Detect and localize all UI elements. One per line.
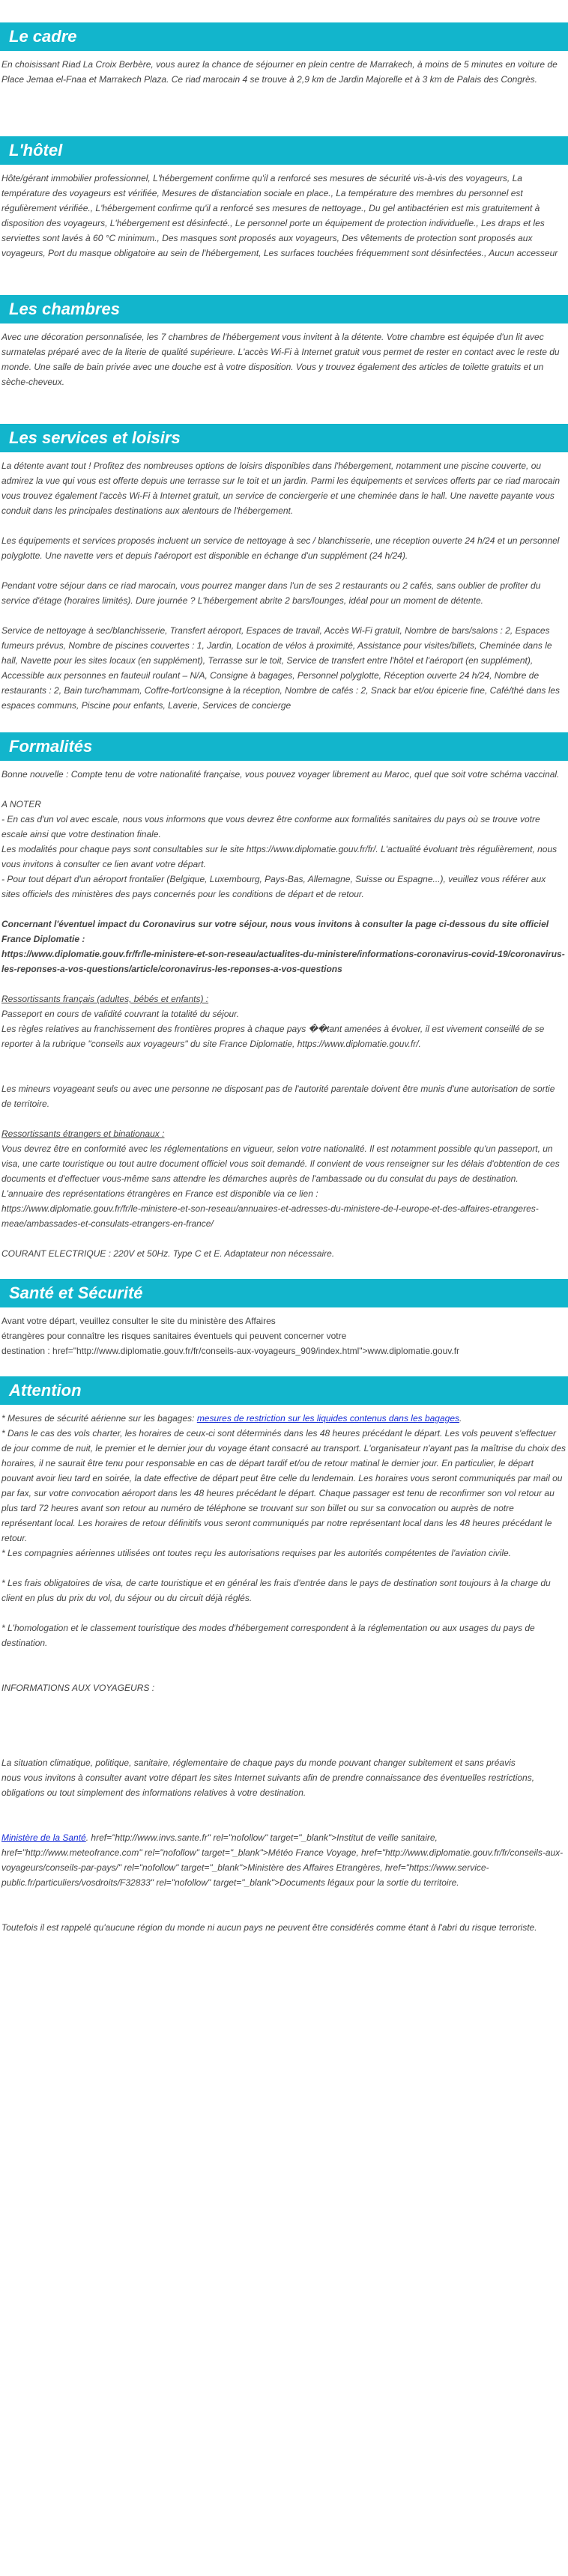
section-body-cadre [0, 51, 568, 87]
attention-p5: * L'homologation et le classement touristique des modes d'hébergement correspondent à la réglementation ou aux usages du pays de destination. [1, 1623, 535, 1648]
section-header-sante: Santé et Sécurité [0, 1279, 568, 1307]
info-2: nous vous invitons à consulter avant votre départ les sites Internet suivants afin de prendre connaissance des éventuelles restrictions, obligations ou tout simplement des informations relatives à votre destination. [1, 1772, 535, 1798]
fr-3: Les mineurs voyageant seuls ou avec une personne ne disposant pas de l'autorité parentale doivent être munis d'une autorisation de sortie de territoire. [1, 1084, 555, 1109]
info-1: La situation climatique, politique, sanitaire, réglementaire de chaque pays du monde pouvant changer subitement et sans préavis [1, 1758, 516, 1768]
section-body-hotel [0, 165, 568, 261]
attention-p4: * Les frais obligatoires de visa, de carte touristique et en général les frais d'entrée dans le pays de destination sont toujours à la charge du client en plus du prix du vol, du séjour ou du circuit déjà réglés. [1, 1578, 551, 1603]
sante-l2: étrangères pour connaître les risques sanitaires éventuels qui peuvent concerner votre [1, 1331, 347, 1341]
attention-p1-suffix: . [459, 1413, 462, 1424]
section-body-services [0, 452, 568, 713]
fr-1: Passeport en cours de validité couvrant la totalité du séjour. [1, 1009, 240, 1019]
attention-p2: * Dans le cas des vols charter, les horaires de ceux-ci sont déterminés dans les 48 heures précédant le départ. Les vols peuvent s'effectuer de jour comme de nuit, le premier et le dernier jour du voyage étant consacré au transport. L'organisateur n'ayant pas la maîtrise du choix des horaires, il ne saurait être tenu pour responsable en cas de départ tardif et/ou de retour matinal le dernier jour. En particulier, le départ pouvant avoir lieu tard en soirée, la date effective de départ peut être celle du lendemain. Les horaires vous seront communiqués par mail ou par fax, sur votre convocation aéroport dans les 48 heures précédant le départ. Chaque passager est tenu de reconfirmer son vol retour au plus tard 72 heures avant son retour au numéro de téléphone se trouvant sur son billet ou sur sa convocation ou auprès de notre représentant local. Les horaires de retour définitifs vous seront communiqués par notre représentant local dans les 48 heures précédant le retour. [1, 1428, 566, 1543]
attention-p3: * Les compagnies aériennes utilisées ont toutes reçu les autorisations requises par les autorités compétentes de l'aviation civile. [1, 1548, 511, 1558]
section-header-chambres: Les chambres [0, 295, 568, 323]
info-links[interactable]: . href="http://www.invs.sante.fr" rel="nofollow" target="_blank">Institut de veille sanitaire, href="http://www.meteofrance.com" rel="nofollow" target="_blank">Météo France Voyage, href="http://www.diplomatie.gouv.fr/fr/conseils-aux-voyageurs/conseils-par-pays/" rel="nofollow" target="_blank">Ministère des Affaires Etrangères, href="https://www.service-public.fr/particuliers/vosdroits/F32833" rel="nofollow" target="_blank">Documents légaux pour la sortie du territoire. [1, 1832, 564, 1888]
sante-l3[interactable]: destination : href="http://www.diplomatie.gouv.fr/fr/conseils-aux-voyageurs_909/index.html">www.diplomatie.gouv.fr [1, 1346, 460, 1356]
coronavirus-notice: Concernant l'éventuel impact du Coronavirus sur votre séjour, nous vous invitons à consulter la page ci-dessous du site officiel France Diplomatie : [1, 919, 549, 944]
cadre-text: En choisissant Riad La Croix Berbère, vous aurez la chance de séjourner en plein centre de Marrakech, à moins de 5 minutes en voiture de Place Jemaa el-Fnaa et Marrakech Plaza. Ce riad marocain 4 se trouve à 2,9 km de Jardin Majorelle et à 3 km de Palais des Congrès. [1, 59, 558, 85]
nota-1: - En cas d'un vol avec escale, nous vous informons que vous devrez être conforme aux formalités sanitaires du pays où se trouve votre escale ainsi que votre destination finale. [1, 814, 540, 839]
attention-p1-prefix: * Mesures de sécurité aérienne sur les bagages: [1, 1413, 197, 1424]
etr-2: L'annuaire des représentations étrangères en France est disponible via ce lien : [1, 1188, 318, 1199]
liquids-restriction-link[interactable]: mesures de restriction sur les liquides contenus dans les bagages [196, 1413, 460, 1424]
section-body-formalites [0, 761, 568, 1261]
nota-3: - Pour tout départ d'un aéroport frontalier (Belgique, Luxembourg, Pays-Bas, Allemagne, Suisse ou Espagne...), veuillez vous référer aux sites officiels des ministères des pays concernés pour les conditions de départ et de retour. [1, 874, 546, 899]
courant-electrique: COURANT ELECTRIQUE : 220V et 50Hz. Type C et E. Adaptateur non nécessaire. [1, 1248, 335, 1259]
section-header-attention: Attention [0, 1376, 568, 1405]
etr-1: Vous devrez être en conformité avec les réglementations en vigueur, selon votre nationalité. Il est notamment possible qu'un passeport, un visa, une carte touristique ou tout autre document officiel vous soit demandé. Il convient de vous renseigner sur les délais d'obtention de ces documents et d'effectuer vous-même sans attendre les démarches auprès de l'ambassade ou du consulat du pays de destination. [1, 1143, 560, 1184]
section-body-chambres [0, 323, 568, 389]
coronavirus-link[interactable]: https://www.diplomatie.gouv.fr/fr/le-ministere-et-son-reseau/actualites-du-ministere/informations-coronavirus-covid-19/coronavirus-les-reponses-a-vos-questions/article/coronavirus-les-reponses-a-vos-questions [1, 949, 565, 974]
formalites-p1: Bonne nouvelle : Compte tenu de votre nationalité française, vous pouvez voyager librement au Maroc, quel que soit votre schéma vaccinal. [1, 769, 560, 780]
nota-2: Les modalités pour chaque pays sont consultables sur le site https://www.diplomatie.gouv.fr/fr/. L'actualité évoluant très régulièrement, nous vous invitons à consulter ce lien avant votre départ. [1, 844, 558, 869]
section-body-attention [0, 1405, 568, 1935]
ministere-sante-link[interactable]: Ministère de la Santé [1, 1832, 86, 1843]
fr-title: Ressortissants français (adultes, bébés et enfants) : [1, 994, 209, 1004]
services-p1: La détente avant tout ! Profitez des nombreuses options de loisirs disponibles dans l'hébergement, notamment une piscine couverte, ou admirez la vue qui vous est offerte depuis une terrasse sur le toit et un jardin. Parmi les équipements et services offerts par ce riad marocain vous trouvez également l'accès Wi-Fi à Internet gratuit, un service de conciergerie et une cheminée dans le hall. Une navette payante vous conduit dans les principales destinations aux alentours de l'hébergement. [1, 461, 561, 516]
sante-l1: Avant votre départ, veuillez consulter le site du ministère des Affaires [1, 1316, 276, 1326]
hotel-text: Hôte/gérant immobilier professionnel, L'hébergement confirme qu'il a renforcé ses mesures de sécurité vis-à-vis des voyageurs, La température des voyageurs est vérifiée, Mesures de distanciation sociale en place., La température des membres du personnel est régulièrement vérifiée., L'hébergement confirme qu'il a renforcé ses mesures de nettoyage., Du gel antibactérien est mis gratuitement à disposition des voyageurs, L'hébergement est désinfecté., Le personnel porte un équipement de protection individuelle., Les draps et les serviettes sont lavés à 60 °C minimum., Des masques sont proposés aux voyageurs, Des vêtements de protection sont proposés aux voyageurs, Port du masque obligatoire au sein de l'hébergement, Les surfaces touchées fréquemment sont désinfectées., Aucun accesseur [1, 173, 558, 258]
fr-2: Les règles relatives au franchissement des frontières propres à chaque pays ��tant amenées à évoluer, il est vivement conseillé de se reporter à la rubrique "conseils aux voyageurs" du site France Diplomatie, https://www.diplomatie.gouv.fr/. [1, 1024, 545, 1049]
chambres-text: Avec une décoration personnalisée, les 7 chambres de l'hébergement vous invitent à la détente. Votre chambre est équipée d'un lit avec surmatelas préparé avec de la literie de qualité supérieure. L'accès Wi-Fi à Internet gratuit vous permet de rester en contact avec le reste du monde. Une salle de bain privée avec une douche est à votre disposition. Vous y trouvez également des articles de toilette gratuits et un sèche-cheveux. [1, 332, 560, 387]
services-p4: Service de nettoyage à sec/blanchisserie, Transfert aéroport, Espaces de travail, Accès Wi-Fi gratuit, Nombre de bars/salons : 2, Espaces fumeurs prévus, Nombre de piscines couvertes : 1, Jardin, Location de vélos à proximité, Assistance pour visites/billets, Cheminée dans le hall, Navette pour les sites locaux (en supplément), Terrasse sur le toit, Service de transfert entre l'hôtel et l'aéroport (en supplément), Accessible aux personnes en fauteuil roulant – N/A, Consigne à bagages, Personnel polyglotte, Réception ouverte 24 h/24, Nombre de restaurants : 2, Bain turc/hammam, Coffre-fort/consigne à la réception, Nombre de cafés : 2, Snack bar et/ou épicerie fine, Café/thé dans les espaces communs, Piscine pour enfants, Laverie, Services de concierge [1, 625, 561, 711]
services-p3: Pendant votre séjour dans ce riad marocain, vous pourrez manger dans l'un de ses 2 restaurants ou 2 cafés, sans oublier de profiter du service d'étage (horaires limités). Dure journée ? L'hébergement abrite 2 bars/lounges, idéal pour un moment de détente. [1, 580, 541, 606]
section-header-formalites: Formalités [0, 732, 568, 761]
section-body-sante [0, 1307, 568, 1358]
section-header-cadre: Le cadre [0, 22, 568, 51]
services-p2: Les équipements et services proposés incluent un service de nettoyage à sec / blanchisserie, une réception ouverte 24 h/24 et un personnel polyglotte. Une navette vers et depuis l'aéroport est disponible en échange d'un supplément (24 h/24). [1, 535, 560, 561]
section-header-services: Les services et loisirs [0, 424, 568, 452]
etr-3[interactable]: https://www.diplomatie.gouv.fr/fr/le-ministere-et-son-reseau/annuaires-et-adresses-du-ministere-de-l-europe-et-des-affaires-etrangeres-meae/ambassades-et-consulats-etrangers-en-france/ [1, 1203, 539, 1229]
etr-title: Ressortissants étrangers et binationaux : [1, 1128, 165, 1139]
nota-title: A NOTER [1, 799, 41, 809]
terror-notice: Toutefois il est rappelé qu'aucune région du monde ni aucun pays ne peuvent être considérés comme étant à l'abri du risque terroriste. [1, 1922, 537, 1933]
info-title: INFORMATIONS AUX VOYAGEURS : [1, 1683, 155, 1693]
section-header-hotel: L'hôtel [0, 136, 568, 165]
